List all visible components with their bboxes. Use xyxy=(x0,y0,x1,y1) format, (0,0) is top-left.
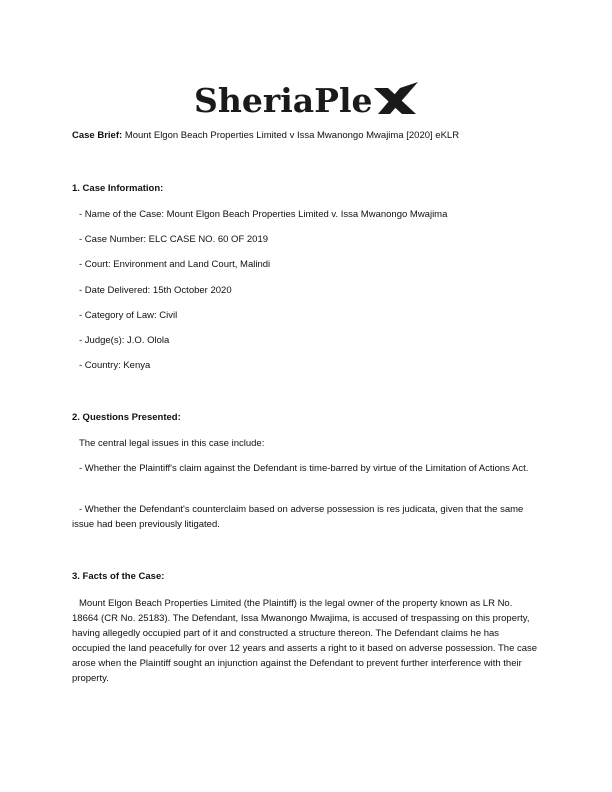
case-information-heading: 1. Case Information: xyxy=(72,183,164,194)
case-info-item-date: - Date Delivered: 15th October 2020 xyxy=(79,285,232,296)
questions-intro: The central legal issues in this case include: xyxy=(79,438,265,449)
case-brief-line xyxy=(72,128,542,143)
questions-presented-heading: 2. Questions Presented: xyxy=(72,412,181,423)
case-brief-label: Case Brief: xyxy=(72,130,123,141)
logo-wordmark: SheriaPle xyxy=(194,81,373,120)
case-info-item-name: - Name of the Case: Mount Elgon Beach Properties Limited v. Issa Mwanongo Mwajima xyxy=(79,209,448,220)
question-item: - Whether the Defendant's counterclaim based on adverse possession is res judicata, given that the same issue had been previously litigated. xyxy=(72,504,524,530)
facts-heading: 3. Facts of the Case: xyxy=(72,571,165,582)
case-info-item-court: - Court: Environment and Land Court, Malindi xyxy=(79,259,271,270)
case-info-item-category: - Category of Law: Civil xyxy=(79,310,178,321)
facts-paragraph: Mount Elgon Beach Properties Limited (the Plaintiff) is the legal owner of the property known as LR No. 18664 (CR No. 25183). The Defendant, Issa Mwanongo Mwajima, is accused of trespassing on this property, having allegedly occupied part of it and constructed a structure thereon. The Defendant claims he has occupied the land peacefully for over 12 years and asserts a right to it based on adverse possession. The case arose when the Plaintiff sought an injunction against the Defendant to prevent further interference with their property. xyxy=(72,598,538,684)
case-info-item-judges: - Judge(s): J.O. Olola xyxy=(79,335,170,346)
case-info-item-number: - Case Number: ELC CASE NO. 60 OF 2019 xyxy=(79,234,269,245)
question-item: - Whether the Plaintiff's claim against the Defendant is time-barred by virtue of the Limitation of Actions Act. xyxy=(79,463,529,474)
case-info-item-country: - Country: Kenya xyxy=(79,360,151,371)
case-brief-title: Mount Elgon Beach Properties Limited v Issa Mwanongo Mwajima [2020] eKLR xyxy=(124,130,460,141)
logo-x-mark xyxy=(374,82,418,114)
sheriaplex-logo xyxy=(0,76,612,124)
